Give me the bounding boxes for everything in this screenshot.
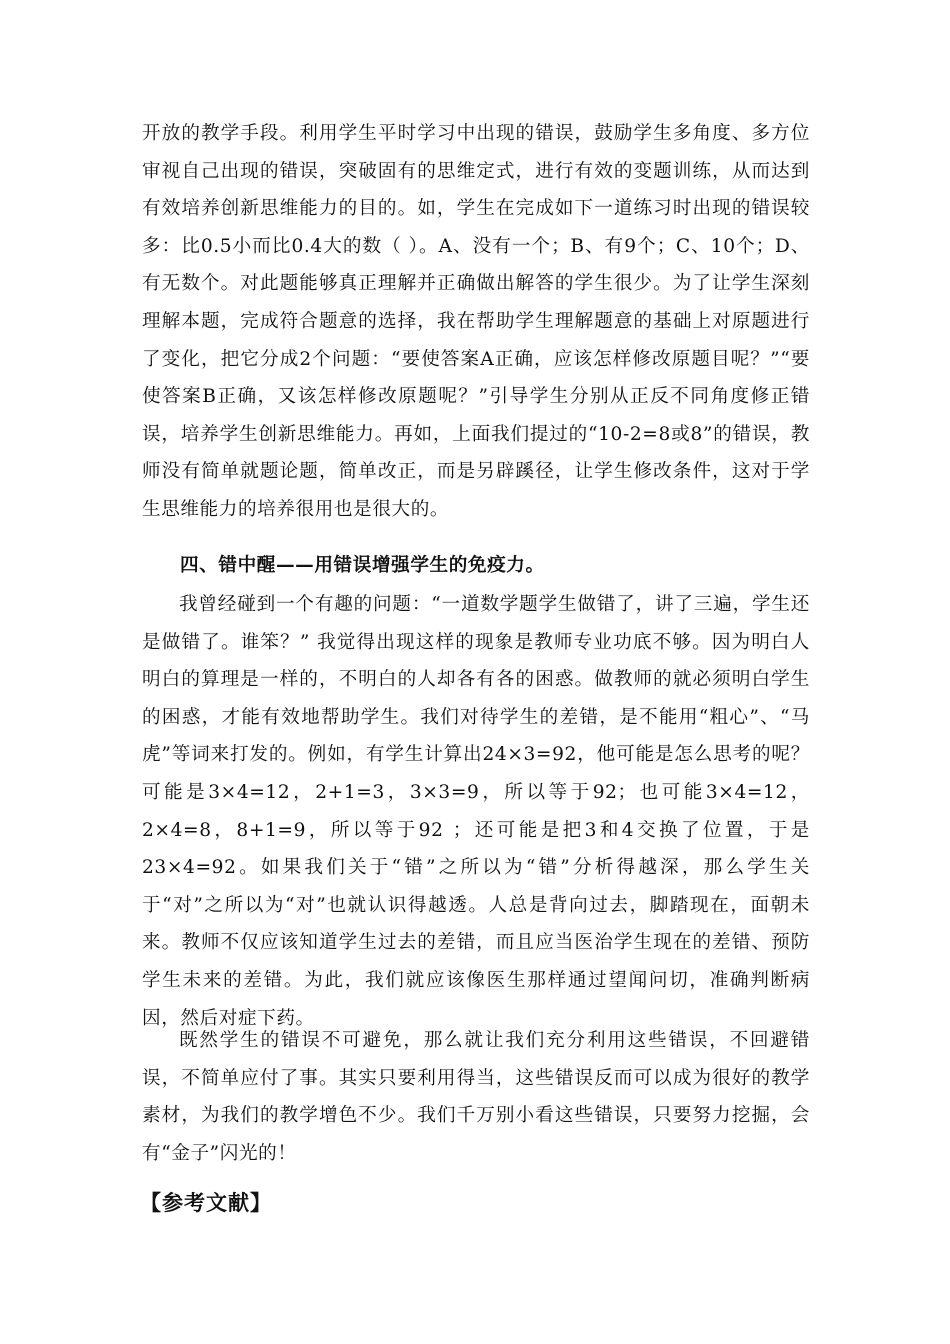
section-heading: 四、错中醒——用错误增强学生的免疫力。 (180, 555, 545, 576)
references-heading: 【参考文献】 (140, 1190, 272, 1215)
body-paragraph-conclusion: 既然学生的错误不可避免，那么就让我们充分利用这些错误，不回避错误，不简单应付了事。其实只要利用得当，这些错误反而可以成为很好的教学素材，为我们的教学增色不少。我们千万别小看这些错误，只要努力挖掘，会有“金子”闪光的！ (142, 1030, 810, 1164)
body-paragraph-continued: 开放的教学手段。利用学生平时学习中出现的错误，鼓励学生多角度、多方位审视自己出现的错误，突破固有的思维定式，进行有效的变题训练，从而达到有效培养创新思维能力的目的。如，学生在完成如下一道练习时出现的错误较多：比0.5小而比0.4大的数（ ）。A、没有一个；B、有9个；C、10个；D、有无数个。对此题能够真正理解并正确做出解答的学生很少。为了让学生深刻理解本题，完成符合题意的选择，我在帮助学生理解题意的基础上对原题进行了变化，把它分成2个问题：“要使答案A正确，应该怎样修改原题目呢？”“要使答案B正确，又该怎样修改原题呢？”引导学生分别从正反不同角度修正错误，培养学生创新思维能力。再如，上面我们提过的“10-2=8或8”的错误，教师没有简单就题论题，简单改正，而是另辟蹊径，让学生修改条件，这对于学生思维能力的培养很用也是很大的。 (142, 123, 810, 520)
body-paragraph-errors: 我曾经碰到一个有趣的问题：“一道数学题学生做错了，讲了三遍，学生还是做错了。谁笨？” 我觉得出现这样的现象是教师专业功底不够。因为明白人明白的算理是一样的，不明白的人却各有各的困惑。做教师的就必须明白学生的困惑，才能有效地帮助学生。我们对待学生的差错，是不能用“粗心”、“马虎”等词来打发的。例如，有学生计算出24×3=92，他可能是怎么思考的呢？可能是3×4=12，2+1=3，3×3=9，所以等于92；也可能3×4=12，2×4=8，8+1=9，所以等于92 ；还可能是把3和4交换了位置，于是23×4=92。如果我们关于“错”之所以为“错”分析得越深，那么学生关于“对”之所以为“对”也就认识得越透。人总是背向过去，脚踏现在，面朝未来。教师不仅应该知道学生过去的差错，而且应当医治学生现在的差错、预防学生未来的差错。为此，我们就应该像医生那样通过望闻问切，准确判断病因，然后对症下药。 (142, 594, 810, 1029)
